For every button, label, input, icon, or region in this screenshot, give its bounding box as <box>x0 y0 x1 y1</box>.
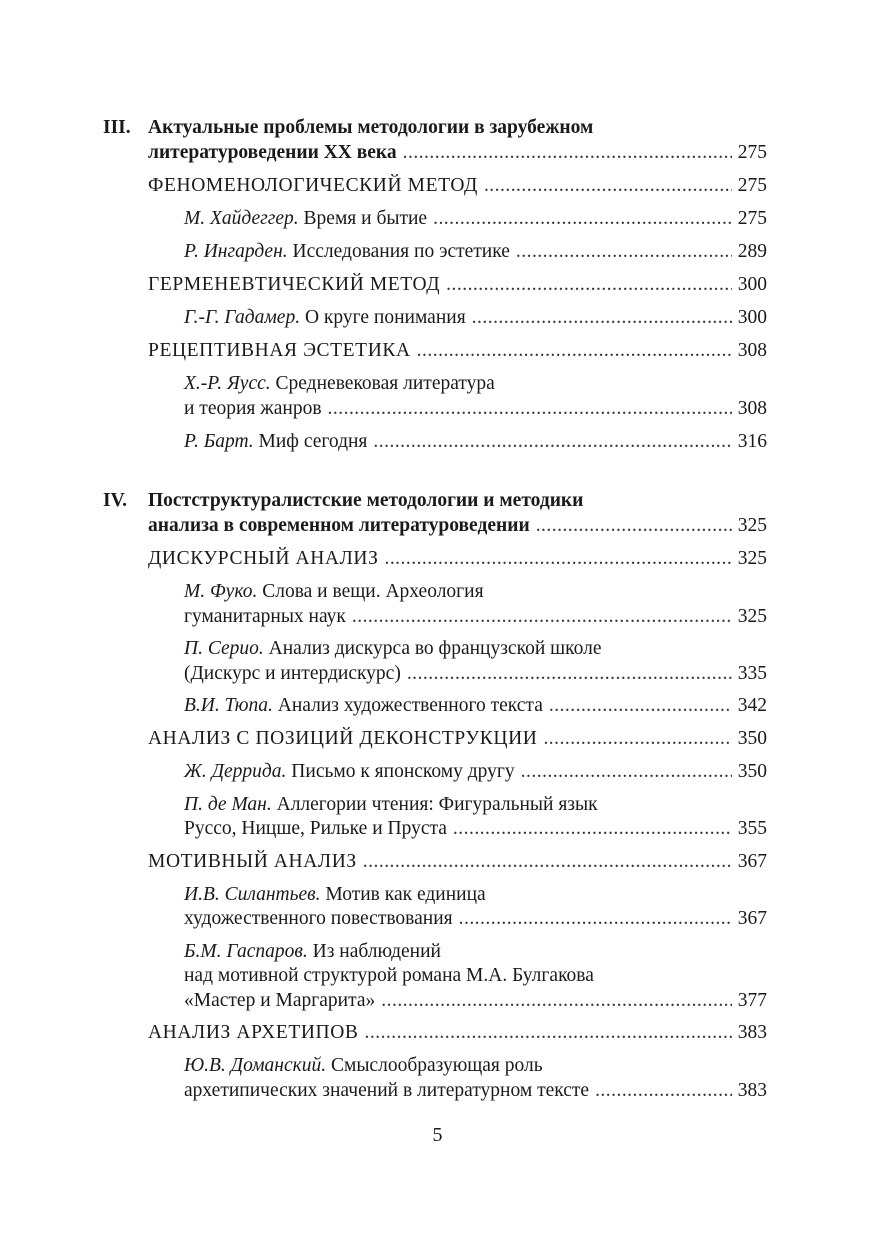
section-3-title-line2: литературоведении XX века <box>148 142 397 163</box>
dot-leader <box>472 305 732 331</box>
dot-leader <box>543 726 731 752</box>
dot-leader <box>363 849 732 875</box>
dot-leader <box>365 1020 732 1046</box>
dot-leader <box>352 604 732 630</box>
section-4-heading <box>0 488 875 514</box>
toc-entry-foucault-line2[interactable]: гуманитарных наук . . . 325 <box>184 604 767 630</box>
toc-entry-silantyev-line1[interactable]: И.В. Силантьев. Мотив как единица <box>184 884 486 905</box>
page-number: 5 <box>432 1124 443 1146</box>
section-4-title-line1: Постструктуралистские методологии и методики <box>148 490 584 511</box>
toc-entry-domansky-line2[interactable]: архетипических значений в литературном тексте . . . 383 <box>184 1078 767 1104</box>
dot-leader <box>407 661 732 687</box>
toc-entry-heidegger[interactable]: М. Хайдеггер. Время и бытие . . . 275 <box>184 206 767 232</box>
toc-entry-motif[interactable]: МОТИВНЫЙ АНАЛИЗ . . . 367 <box>148 849 767 875</box>
toc-entry-gasparov-line2[interactable]: над мотивной структурой романа М.А. Булгакова <box>184 965 594 986</box>
toc-entry-barthes[interactable]: Р. Барт. Миф сегодня . . . 316 <box>184 429 767 455</box>
toc-entry-deman-line1[interactable]: П. де Ман. Аллегории чтения: Фигуральный язык <box>184 794 598 815</box>
section-3-heading <box>0 115 875 141</box>
dot-leader <box>516 239 732 265</box>
dot-leader <box>446 272 732 298</box>
section-3-title-line1: Актуальные проблемы методологии в зарубежном <box>148 117 594 138</box>
dot-leader <box>328 396 732 422</box>
toc-entry-ingarden[interactable]: Р. Ингарден. Исследования по эстетике . . . 289 <box>184 239 767 265</box>
toc-entry-gasparov-line3[interactable]: «Мастер и Маргарита» . . . 377 <box>184 988 767 1014</box>
toc-entry-gasparov-line1[interactable]: Б.М. Гаспаров. Из наблюдений <box>184 941 441 962</box>
dot-leader <box>433 206 732 232</box>
section-4-title-line2-row[interactable] <box>148 513 767 539</box>
toc-entry-serio-line1[interactable]: П. Серио. Анализ дискурса во французской школе <box>184 638 602 659</box>
toc-entry-discourse[interactable]: ДИСКУРСНЫЙ АНАЛИЗ . . . 325 <box>148 546 767 572</box>
dot-leader <box>403 140 732 166</box>
dot-leader <box>381 988 731 1014</box>
dot-leader <box>536 513 732 539</box>
toc-entry-deconstruction[interactable]: АНАЛИЗ С ПОЗИЦИЙ ДЕКОНСТРУКЦИИ . . . 350 <box>148 726 767 752</box>
section-3-number: III. <box>103 117 131 138</box>
toc-entry-gadamer[interactable]: Г.-Г. Гадамер. О круге понимания . . . 300 <box>184 305 767 331</box>
dot-leader <box>373 429 731 455</box>
toc-entry-serio-line2[interactable]: (Дискурс и интердискурс) . . . 335 <box>184 661 767 687</box>
section-3-page: 275 <box>737 142 767 163</box>
toc-entry-domansky-line1[interactable]: Ю.В. Доманский. Смыслообразующая роль <box>184 1055 543 1076</box>
section-4-page: 325 <box>737 515 767 536</box>
dot-leader <box>521 759 732 785</box>
section-4-number: IV. <box>103 490 128 511</box>
dot-leader <box>459 906 732 932</box>
toc-entry-jauss-line2[interactable]: и теория жанров . . . 308 <box>184 396 767 422</box>
toc-entry-deman-line2[interactable]: Руссо, Ницше, Рильке и Пруста . . . 355 <box>184 816 767 842</box>
dot-leader <box>453 816 732 842</box>
toc-entry-derrida[interactable]: Ж. Деррида. Письмо к японскому другу . . . 350 <box>184 759 767 785</box>
toc-entry-reception[interactable]: РЕЦЕПТИВНАЯ ЭСТЕТИКА . . . 308 <box>148 338 767 364</box>
dot-leader <box>484 173 732 199</box>
toc-entry-foucault-line1[interactable]: М. Фуко. Слова и вещи. Археология <box>184 581 484 602</box>
toc-entry-tyupa[interactable]: В.И. Тюпа. Анализ художественного текста . . . 342 <box>184 693 767 719</box>
dot-leader <box>384 546 731 572</box>
section-4-title-line2: анализа в современном литературоведении <box>148 515 530 536</box>
toc-entry-archetypes[interactable]: АНАЛИЗ АРХЕТИПОВ . . . 383 <box>148 1020 767 1046</box>
toc-entry-phenomenology[interactable]: ФЕНОМЕНОЛОГИЧЕСКИЙ МЕТОД . . . 275 <box>148 173 767 199</box>
toc-entry-jauss-line1[interactable]: Х.-Р. Яусс. Средневековая литература <box>184 373 495 394</box>
dot-leader <box>595 1078 732 1104</box>
dot-leader <box>417 338 732 364</box>
section-3-title-line2-row[interactable] <box>148 140 767 166</box>
toc-entry-silantyev-line2[interactable]: художественного повествования . . . 367 <box>184 906 767 932</box>
dot-leader <box>549 693 732 719</box>
toc-entry-hermeneutics[interactable]: ГЕРМЕНЕВТИЧЕСКИЙ МЕТОД . . . 300 <box>148 272 767 298</box>
